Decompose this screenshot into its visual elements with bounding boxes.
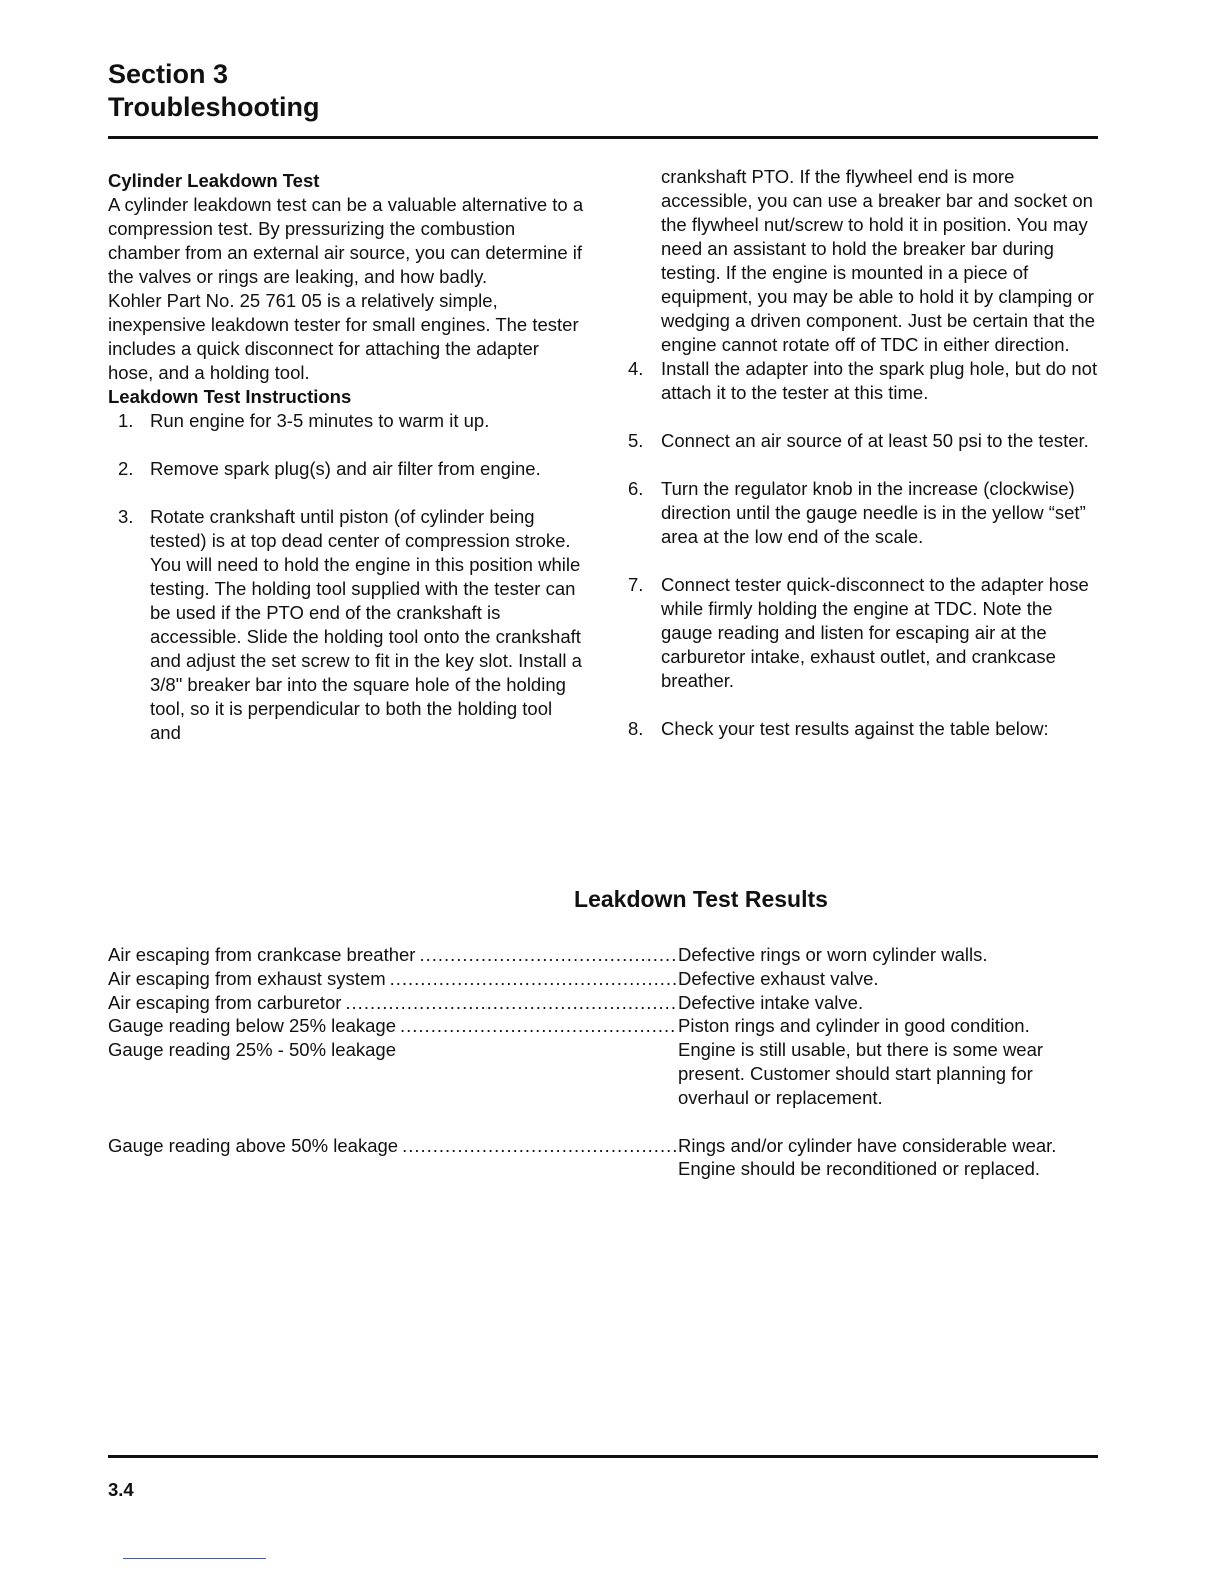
dot-leader xyxy=(345,991,678,1015)
results-outcome: Rings and/or cylinder have considerable wear. Engine should be reconditioned or replaced. xyxy=(678,1134,1057,1180)
instruction-steps-left xyxy=(108,409,588,745)
results-table xyxy=(108,943,1108,1181)
step-text: Connect an air source of at least 50 psi to the tester. xyxy=(661,430,1089,451)
section-label: Section 3 xyxy=(108,59,229,89)
step-number: 8. xyxy=(628,718,644,739)
instruction-steps-right xyxy=(628,357,1103,741)
right-column xyxy=(628,165,1103,765)
results-condition: Air escaping from crankcase breather xyxy=(108,944,416,965)
results-condition: Air escaping from carburetor xyxy=(108,991,342,1013)
results-row xyxy=(108,967,1108,991)
step-text: Rotate crankshaft until piston (of cylinder being tested) is at top dead center of compression stroke. You will need to hold the engine in this position while testing. The holding tool supplied with the tester can be used if the PTO end of the crankshaft is accessible. Slide the holding tool onto the crankshaft and adjust the set screw to fit in the key slot. Install a 3/8" breaker bar into the square hole of the holding tool, so it is perpendicular to both the holding tool and xyxy=(150,506,582,743)
footer-divider xyxy=(108,1455,1098,1458)
step-7 xyxy=(628,573,1103,693)
results-row xyxy=(108,1038,1108,1109)
results-row xyxy=(108,991,1108,1015)
step-number: 6. xyxy=(628,478,644,499)
results-condition: Gauge reading 25% - 50% leakage xyxy=(108,1039,396,1061)
step-text: Run engine for 3-5 minutes to warm it up. xyxy=(150,410,490,431)
step-5 xyxy=(628,429,1103,453)
step-8 xyxy=(628,717,1103,741)
step-3-continuation: crankshaft PTO. If the flywheel end is more accessible, you can use a breaker bar and socket on the flywheel nut/screw to hold it in position. You may need an assistant to hold the breaker bar during testing. If the engine is mounted in a piece of equipment, you may be able to hold it by clamping or wedging a driven component. Just be certain that the engine cannot rotate off of TDC in either direction. xyxy=(661,166,1095,355)
step-4 xyxy=(628,357,1103,405)
results-row xyxy=(108,943,1108,967)
results-outcome: Defective exhaust valve. xyxy=(678,967,879,989)
tester-paragraph: Kohler Part No. 25 761 05 is a relatively simple, inexpensive leakdown tester for small engines. The tester includes a quick disconnect for attaching the adapter hose, and a holding tool. xyxy=(108,290,579,383)
step-text: Install the adapter into the spark plug hole, but do not attach it to the tester at this time. xyxy=(661,358,1098,403)
results-title: Leakdown Test Results xyxy=(574,886,828,912)
step-text: Turn the regulator knob in the increase (clockwise) direction until the gauge needle is in the yellow “set” area at the low end of the scale. xyxy=(661,478,1086,547)
step-text: Connect tester quick-disconnect to the adapter hose while firmly holding the engine at TDC. Note the gauge reading and listen for escaping air at the carburetor intake, exhaust outlet, and crankcase breather. xyxy=(661,574,1089,691)
results-outcome: Defective intake valve. xyxy=(678,991,864,1013)
step-1 xyxy=(108,409,588,433)
header-divider xyxy=(108,136,1098,139)
page-title: Troubleshooting xyxy=(108,92,320,122)
dot-leader xyxy=(400,1014,678,1038)
step-number: 5. xyxy=(628,430,644,451)
step-number: 7. xyxy=(628,574,644,595)
dot-leader xyxy=(402,1134,678,1182)
results-condition: Air escaping from exhaust system xyxy=(108,967,386,989)
cylinder-leakdown-heading: Cylinder Leakdown Test xyxy=(108,170,320,191)
step-number: 1. xyxy=(118,410,134,431)
results-outcome: Defective rings or worn cylinder walls. xyxy=(678,944,988,965)
dot-leader xyxy=(419,943,678,967)
step-text: Check your test results against the table below: xyxy=(661,718,1049,739)
results-outcome: Engine is still usable, but there is some wear present. Customer should start planning for overhaul or replacement. xyxy=(678,1039,1044,1108)
results-condition: Gauge reading below 25% leakage xyxy=(108,1015,396,1037)
step-3 xyxy=(108,505,588,745)
results-row xyxy=(108,1014,1108,1038)
page-header xyxy=(108,58,319,124)
step-text: Remove spark plug(s) and air filter from engine. xyxy=(150,458,541,479)
step-number: 2. xyxy=(118,458,134,479)
footer-link-underline xyxy=(123,1558,266,1559)
step-number: 4. xyxy=(628,358,644,379)
results-outcome: Piston rings and cylinder in good condition. xyxy=(678,1015,1030,1037)
left-column xyxy=(108,169,588,769)
results-condition: Gauge reading above 50% leakage xyxy=(108,1134,399,1156)
results-row xyxy=(108,1134,1108,1182)
step-number: 3. xyxy=(118,506,134,527)
step-6 xyxy=(628,477,1103,549)
dot-leader xyxy=(390,967,678,991)
instructions-heading: Leakdown Test Instructions xyxy=(108,386,352,407)
page-number: 3.4 xyxy=(108,1479,134,1500)
step-2 xyxy=(108,457,588,481)
intro-paragraph: A cylinder leakdown test can be a valuable alternative to a compression test. By pressurizing the combustion chamber from an external air source, you can determine if the valves or rings are leaking, and how badly. xyxy=(108,194,584,287)
